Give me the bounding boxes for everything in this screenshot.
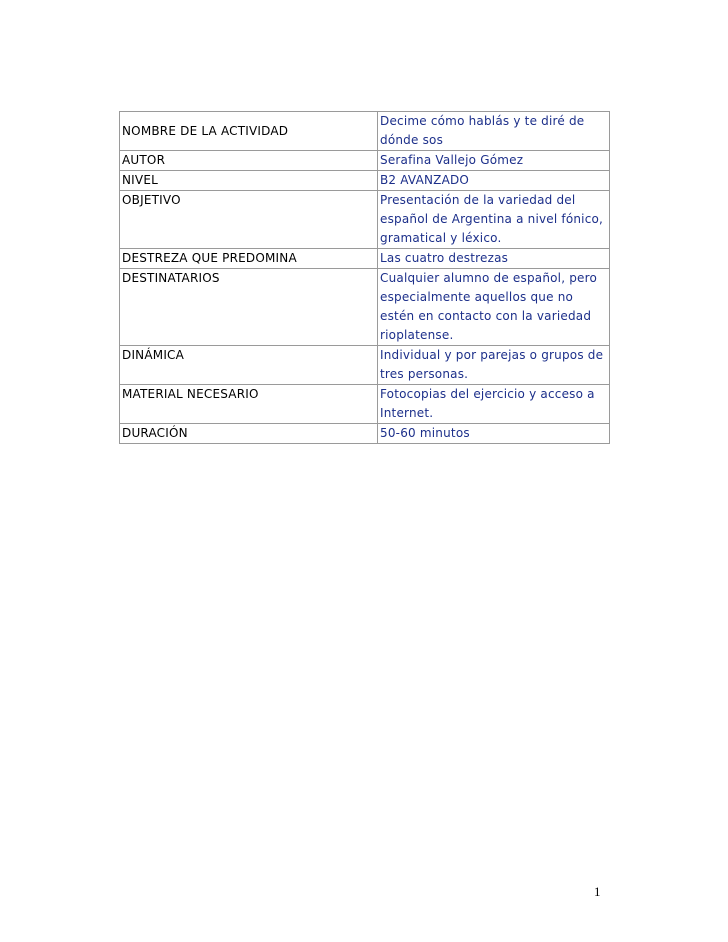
row-value: Serafina Vallejo Gómez xyxy=(378,151,610,171)
table-row-activity-name xyxy=(120,112,610,151)
row-label: DESTINATARIOS xyxy=(120,269,378,346)
activity-info-table xyxy=(119,111,610,444)
row-value: B2 AVANZADO xyxy=(378,171,610,191)
row-value: Individual y por parejas o grupos de tres personas. xyxy=(378,346,610,385)
table-row-materials xyxy=(120,385,610,424)
row-value: Las cuatro destrezas xyxy=(378,249,610,269)
row-label: DURACIÓN xyxy=(120,424,378,444)
table-row-skill xyxy=(120,249,610,269)
row-value: 50-60 minutos xyxy=(378,424,610,444)
row-label: MATERIAL NECESARIO xyxy=(120,385,378,424)
row-value: Fotocopias del ejercicio y acceso a Internet. xyxy=(378,385,610,424)
row-label: DINÁMICA xyxy=(120,346,378,385)
row-label: NIVEL xyxy=(120,171,378,191)
row-label: NOMBRE DE LA ACTIVIDAD xyxy=(120,112,378,151)
row-label: DESTREZA QUE PREDOMINA xyxy=(120,249,378,269)
row-value: Presentación de la variedad del español de Argentina a nivel fónico, gramatical y léxico. xyxy=(378,191,610,249)
page-number: 1 xyxy=(594,884,601,899)
table-row-author xyxy=(120,151,610,171)
table-row-dynamics xyxy=(120,346,610,385)
row-value: Cualquier alumno de español, pero especialmente aquellos que no estén en contacto con la variedad rioplatense. xyxy=(378,269,610,346)
row-label: OBJETIVO xyxy=(120,191,378,249)
row-value: Decime cómo hablás y te diré de dónde sos xyxy=(378,112,610,151)
table-row-objective xyxy=(120,191,610,249)
table-row-audience xyxy=(120,269,610,346)
row-label: AUTOR xyxy=(120,151,378,171)
table-row-duration xyxy=(120,424,610,444)
table-row-level xyxy=(120,171,610,191)
